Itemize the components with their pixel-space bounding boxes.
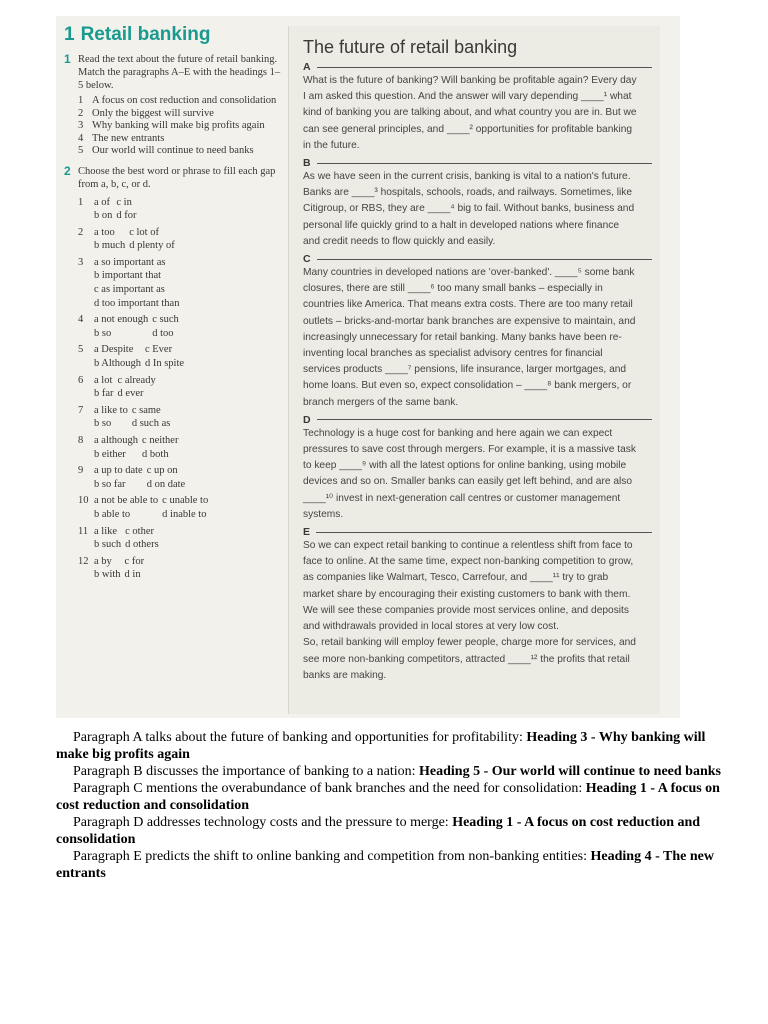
headings-list xyxy=(78,95,284,158)
paragraph-rule xyxy=(317,163,652,164)
paragraph-letter-a xyxy=(303,61,652,73)
heading-number: 4 xyxy=(78,132,84,144)
choice-options xyxy=(94,226,175,253)
choice-option: a lot xyxy=(94,374,113,386)
choice-option: c already xyxy=(117,374,156,386)
choice-option: b important that xyxy=(94,270,162,282)
paragraph-letter-b xyxy=(303,157,652,169)
choices-list xyxy=(78,196,284,582)
choice-item xyxy=(78,555,284,582)
choice-number: 10 xyxy=(78,495,89,507)
choice-option: b much xyxy=(94,240,126,252)
task-2 xyxy=(64,165,284,191)
choice-option: d ever xyxy=(117,388,144,400)
choice-option: b on xyxy=(94,210,113,222)
paragraph-rule xyxy=(317,67,652,68)
choice-options xyxy=(94,313,179,340)
heading-text: Our world will continue to need banks xyxy=(92,145,254,156)
paragraph-text: What is the future of banking? Will banking be profitable again? Every day I am asked this question. And the answer will vary depending ____¹ what kind of banking you are talking about, and what country you are in. But we can see general principles, and ____² opportunities for profitable banking in the future. xyxy=(303,75,637,151)
choice-option: c for xyxy=(124,555,145,567)
paragraph-text: So, retail banking will employ fewer people, charge more for services, and see more non-banking competitors, attracted ____¹² the profits that retail banks are making. xyxy=(303,637,636,681)
choice-item xyxy=(78,494,284,521)
heading-text: Only the biggest will survive xyxy=(92,107,214,119)
paragraph-rule xyxy=(317,259,652,260)
choice-item xyxy=(78,313,284,340)
heading-item xyxy=(78,133,284,146)
choice-options xyxy=(94,374,156,401)
paragraph-text: Technology is a huge cost for banking and here again we can expect pressures to save cost through mergers. For example, it is a massive task to keep ____⁹ with all the latest options for online banking, using mobile devices and so on. Smaller banks can easily get left behind, and are also ____¹⁰ invest in next-generation call centres or customer management systems. xyxy=(303,427,636,520)
paragraph-letter: B xyxy=(303,157,311,170)
paragraph-letter-d xyxy=(303,414,652,426)
heading-number: 2 xyxy=(78,107,84,119)
heading-number: 1 xyxy=(78,95,84,106)
choice-option: c in xyxy=(116,196,132,208)
exercise-column xyxy=(56,16,288,718)
answer-heading: Heading 1 - A focus on cost reduction and consolidation xyxy=(56,781,720,813)
choice-item xyxy=(78,434,284,461)
choice-option: c lot of xyxy=(129,226,159,238)
choice-options xyxy=(94,494,208,521)
choice-number: 6 xyxy=(78,374,84,386)
choice-options xyxy=(94,434,178,461)
paragraph-rule xyxy=(316,532,652,533)
heading-item xyxy=(78,145,284,158)
answer-text: Paragraph E predicts the shift to online banking and competition from non-banking entities: xyxy=(73,849,591,864)
choice-option: d on date xyxy=(146,478,186,490)
choice-option: d for xyxy=(116,210,137,222)
choice-options xyxy=(94,343,184,370)
choice-option: d such as xyxy=(131,418,171,430)
paragraph-rule xyxy=(317,419,652,420)
choice-option: d In spite xyxy=(144,358,185,370)
unit-title xyxy=(64,24,284,46)
choice-option: a so important as xyxy=(94,256,166,268)
answer-text: Paragraph D addresses technology costs and the pressure to merge: xyxy=(73,815,453,830)
choice-option: c unable to xyxy=(162,495,209,507)
choice-option: a too xyxy=(94,226,115,238)
paragraph-letter: C xyxy=(303,253,311,266)
textbook-page-scan xyxy=(56,16,680,718)
article-title: The future of retail banking xyxy=(303,37,518,57)
answer-heading: Heading 4 - The new entrants xyxy=(56,849,714,881)
choice-option: a up to date xyxy=(94,465,143,477)
unit-name: Retail banking xyxy=(80,24,211,45)
choice-item xyxy=(78,404,284,431)
answer-item xyxy=(56,780,736,814)
choice-option: a Despite xyxy=(94,344,134,356)
choice-option: a of xyxy=(94,196,111,208)
choice-option: b with xyxy=(94,569,121,581)
choice-option: c such xyxy=(152,314,179,326)
choice-option: b far xyxy=(94,388,114,400)
choice-option: c up on xyxy=(146,465,178,477)
heading-text: The new entrants xyxy=(92,132,165,144)
heading-number: 5 xyxy=(78,145,84,156)
heading-item xyxy=(78,108,284,121)
choice-option: d in xyxy=(124,569,141,581)
paragraph-letter: E xyxy=(303,526,311,539)
answer-heading: Heading 3 - Why banking will make big profits again xyxy=(56,730,706,762)
answer-heading: Heading 5 - Our world will continue to need banks xyxy=(419,764,721,779)
choice-option: c Ever xyxy=(144,344,173,356)
choice-option: b Although xyxy=(94,358,141,370)
choice-item xyxy=(78,196,284,223)
heading-item xyxy=(78,120,284,133)
choice-number: 5 xyxy=(78,344,84,356)
choice-number: 7 xyxy=(78,404,84,416)
choice-number: 12 xyxy=(78,555,89,567)
answer-item xyxy=(56,814,736,848)
choice-item xyxy=(78,464,284,491)
answer-heading: Heading 1 - A focus on cost reduction and consolidation xyxy=(56,815,701,847)
choice-number: 4 xyxy=(78,314,84,326)
article-paragraphs xyxy=(303,61,652,684)
choice-option: b such xyxy=(94,539,122,551)
choice-item xyxy=(78,343,284,370)
paragraph-text: As we have seen in the current crisis, banking is vital to a nation's future. Banks are ____³ hospitals, schools, roads, and railways. Sometimes, like Citigroup, or RBS, they are ____⁴ big to fail. Without banks, business and personal life quickly grind to a halt in developed nations where finance and credit needs to flow quickly and easily. xyxy=(303,171,635,247)
choice-option: d plenty of xyxy=(129,240,175,252)
paragraph-letter-e xyxy=(303,526,652,538)
choice-options xyxy=(94,525,159,552)
choice-option: c neither xyxy=(142,435,179,446)
task-1-number: 1 xyxy=(64,52,71,66)
choice-options xyxy=(94,555,144,582)
heading-item xyxy=(78,95,284,108)
choice-option: d too xyxy=(152,327,174,339)
choice-option: c as important as xyxy=(94,284,165,296)
choice-option: d inable to xyxy=(162,508,207,520)
choice-item xyxy=(78,374,284,401)
choice-options xyxy=(94,256,179,310)
task-1-instruction: Read the text about the future of retail banking. Match the paragraphs A–E with the headings 1–5 below. xyxy=(78,54,281,91)
choice-item xyxy=(78,256,284,310)
choice-option: a by xyxy=(94,555,112,567)
heading-text: A focus on cost reduction and consolidation xyxy=(92,95,277,106)
paragraph-text: So we can expect retail banking to continue a relentless shift from face to face to online. At the same time, expect non-banking competition to grow, as companies like Walmart, Tesco, Carrefour, and ____¹¹ try to grab market share by encouraging their existing customers to bank with them. We will see these companies provide most services online, and deposits and withdrawals provided in local stores at very low cost. xyxy=(303,540,634,633)
choice-options xyxy=(94,404,170,431)
choice-option: d too important than xyxy=(94,297,180,309)
answer-item xyxy=(56,729,736,763)
paragraph-letter: D xyxy=(303,413,311,426)
choice-option: c same xyxy=(131,404,161,416)
task-2-instruction: Choose the best word or phrase to fill each gap from a, b, c, or d. xyxy=(78,165,276,190)
choice-option: b able to xyxy=(94,508,131,520)
paragraph-text: Many countries in developed nations are 'over-banked'. ____⁵ some bank closures, there are still ____⁶ too many small banks – especially in countries like America. That means extra costs. There are too many retail outlets – bricks-and-mortar bank branches are expensive to maintain, and increasingly unnecessary for retail banking. Many banks have been re-inventing local branches as specialist advisory centres for financial services products ____⁷ pensions, life insurance, larger mortgages, and home loans. But even so, expect consolidation – ____⁸ bank mergers, or branch mergers of the same bank. xyxy=(303,267,636,408)
heading-number: 3 xyxy=(78,120,84,131)
choice-option: b either xyxy=(94,448,126,460)
choice-number: 1 xyxy=(78,196,84,208)
choice-option: a although xyxy=(94,435,139,446)
choice-number: 9 xyxy=(78,465,84,477)
choice-option: a not be able to xyxy=(94,495,159,507)
answer-item xyxy=(56,848,736,882)
answer-text: Paragraph C mentions the overabundance of bank branches and the need for consolidation: xyxy=(73,781,586,796)
answer-item xyxy=(56,763,736,780)
choice-number: 11 xyxy=(78,525,89,537)
choice-option: b so xyxy=(94,418,112,430)
task-1 xyxy=(64,53,284,92)
choice-options xyxy=(94,464,185,491)
article-panel xyxy=(288,26,660,714)
heading-text: Why banking will make big profits again xyxy=(92,120,265,131)
answer-text: Paragraph A talks about the future of banking and opportunities for profitability: xyxy=(73,730,527,745)
task-2-number: 2 xyxy=(64,163,71,178)
choice-option: d both xyxy=(142,448,169,460)
answer-text: Paragraph B discusses the importance of banking to a nation: xyxy=(73,764,420,779)
choice-option: c other xyxy=(125,525,154,537)
choice-option: b so xyxy=(94,327,112,339)
answer-list xyxy=(56,729,736,882)
choice-option: a not enough xyxy=(94,314,149,326)
choice-option: a like xyxy=(94,525,118,537)
choice-option: a like to xyxy=(94,404,128,416)
choice-options xyxy=(94,196,137,223)
choice-number: 3 xyxy=(78,256,84,268)
choice-item xyxy=(78,226,284,253)
paragraph-letter-c xyxy=(303,253,652,265)
choice-number: 2 xyxy=(78,226,84,238)
choice-number: 8 xyxy=(78,435,84,446)
choice-option: d others xyxy=(125,539,159,551)
choice-option: b so far xyxy=(94,478,126,490)
unit-number: 1 xyxy=(64,24,75,45)
paragraph-letter: A xyxy=(303,61,311,73)
choice-item xyxy=(78,525,284,552)
